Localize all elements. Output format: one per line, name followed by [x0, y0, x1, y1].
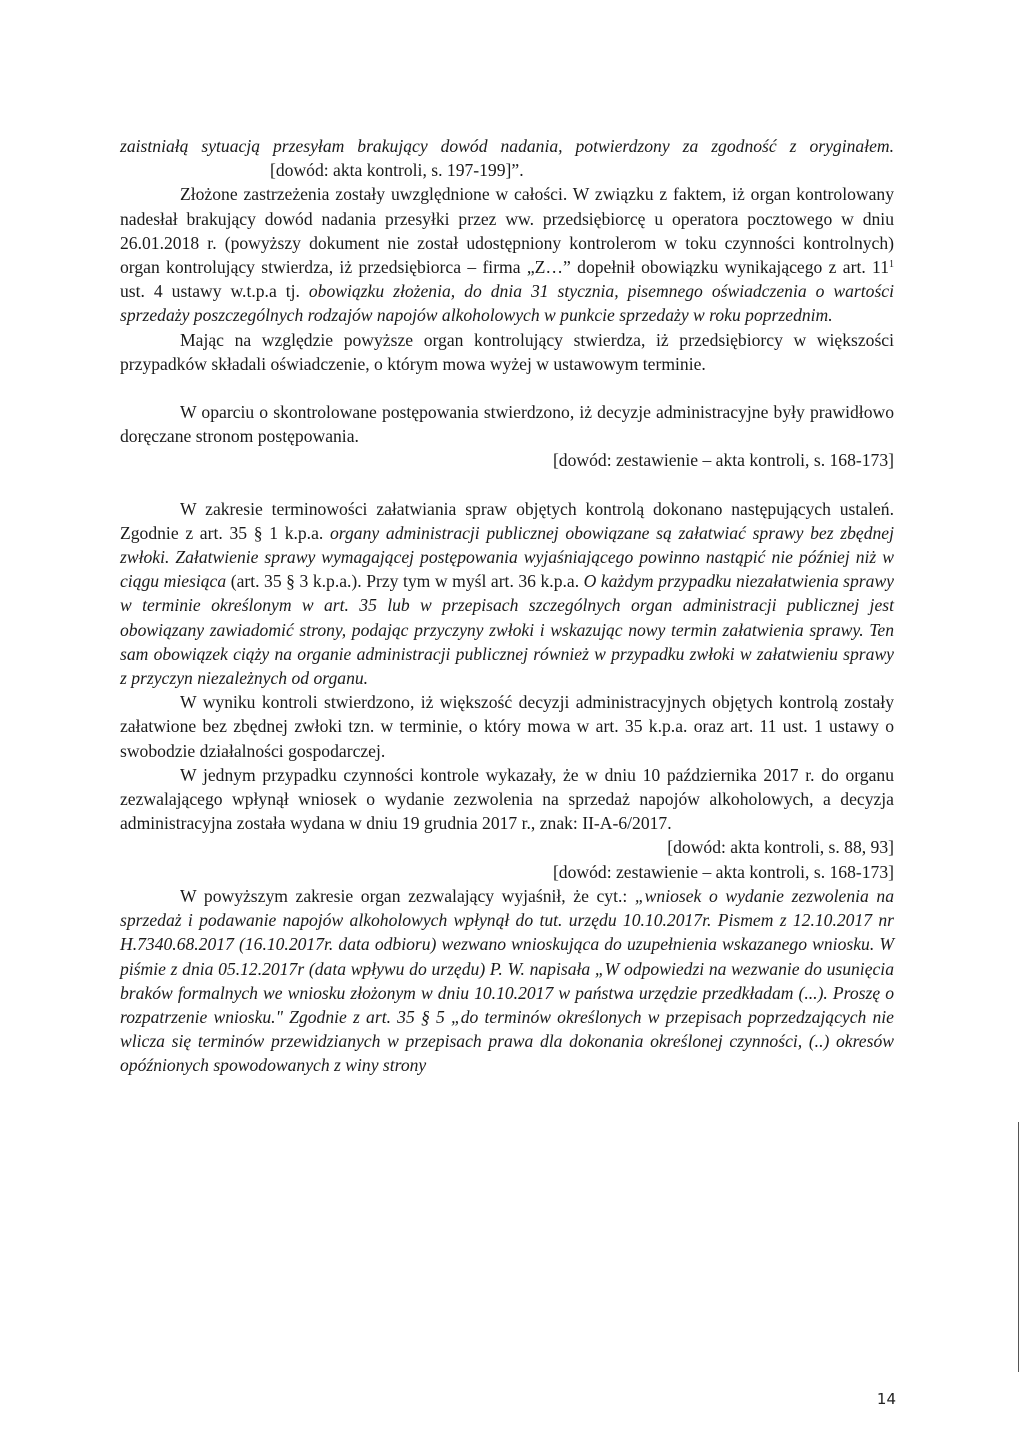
paragraph-1 — [120, 134, 894, 182]
paragraph-5: W zakresie terminowości załatwiania spraw objętych kontrolą dokonano następujących ustaleń. Zgodnie z art. 35 § 1 k.p.a. organy administracji publicznej obowiązane są załatwiać sprawy bez zbędnej zwłoki. Załatwienie sprawy wymagającej postępowania wyjaśniającego powinno nastąpić nie później niż w ciągu miesiąca (art. 35 § 3 k.p.a.). Przy tym w myśl art. 36 k.p.a. O każdym przypadku niezałatwienia sprawy w terminie określonym w art. 35 lub w przepisach szczególnych organ administracji publicznej jest obowiązany zawiadomić strony, podając przyczyny zwłoki i wskazując nowy termin załatwienia sprawy. Ten sam obowiązek ciąży na organie administracji publicznej również w przypadku zwłoki w załatwieniu sprawy z przyczyn niezależnych od organu. — [120, 498, 894, 689]
scan-margin-line — [1018, 1122, 1019, 1372]
paragraph-1-quote: zaistniałą sytuacją przesyłam brakujący dowód nadania, potwierdzony za zgodność z oryginałem. — [120, 136, 894, 156]
paragraph-6: W wyniku kontroli stwierdzono, iż większość decyzji administracyjnych objętych kontrolą zostały załatwione bez zbędnej zwłoki tzn. w terminie, o który mowa w art. 35 k.p.a. oraz art. 11 ust. 1 ustawy o swobodzie działalności gospodarczej. — [120, 692, 894, 761]
evidence-citation-3: [dowód: akta kontroli, s. 88, 93] — [667, 837, 894, 858]
paragraph-7: W jednym przypadku czynności kontrole wykazały, że w dniu 10 października 2017 r. do organu zezwalającego wpłynął wniosek o wydanie zezwolenia na sprzedaż napojów alkoholowych, a decyzja administracyjna została wydana w dniu 19 grudnia 2017 r., znak: II-A-6/2017. — [120, 764, 894, 834]
paragraph-4: W oparciu o skontrolowane postępowania stwierdzono, iż decyzje administracyjne były prawidłowo doręczane stronom postępowania. — [120, 402, 894, 447]
paragraph-8: W powyższym zakresie organ zezwalający wyjaśnił, że cyt.: „wniosek o wydanie zezwolenia na sprzedaż i podawanie napojów alkoholowych wpłynął do tut. urzędu 10.10.2017r. Pismem z 12.10.2017 nr H.7340.68.2017 (16.10.2017r. data odbioru) wezwano wnioskująca do uzupełnienia wskazanego wniosku. W piśmie z dnia 05.12.2017r (data wpływu do urzędu) P. W. napisała „W odpowiedzi na wezwanie do usunięcia braków formalnych we wniosku złożonym w dniu 10.10.2017 w państwa urzędzie przedkładam (...). Proszę o rozpatrzenie wniosku." Zgodnie z art. 35 § 5 „do terminów określonych w przepisach poprzedzających nie wlicza się terminów przewidzianych w przepisach prawa dla dokonania określonej czynności, (..) okresów opóźnionych spowodowanych z winy strony — [120, 885, 895, 1076]
evidence-citation-2: [dowód: zestawienie – akta kontroli, s. 168-173] — [552, 450, 894, 471]
evidence-citation-1: [dowód: akta kontroli, s. 197-199]”. — [270, 160, 524, 181]
page-number: 14 — [876, 1390, 896, 1408]
paragraph-2: Złożone zastrzeżenia zostały uwzględnione w całości. W związku z faktem, iż organ kontrolowany nadesłał brakujący dowód nadania przesyłki przez ww. przedsiębiorcę u operatora pocztowego w dniu 26.01.2018 r. (powyższy dokument nie został udostępniony kontrolerom w toku czynności kontrolnych) organ kontrolujący stwierdza, iż przedsiębiorca – firma „Z…” dopełnił obowiązku wynikającego z art. $11^1$ ust. 4 ustawy w.t.p.a tj. obowiązku złożenia, do dnia 31 stycznia, pisemnego oświadczenia o wartości sprzedaży poszczególnych rodzajów napojów alkoholowych w punkcie sprzedaży w roku poprzednim. — [120, 184, 894, 326]
document-body — [120, 134, 894, 1078]
evidence-citation-4: [dowód: zestawienie – akta kontroli, s. 168-173] — [552, 861, 894, 882]
paragraph-3: Mając na względzie powyższe organ kontrolujący stwierdza, iż przedsiębiorcy w większości przypadków składali oświadczenie, o którym mowa wyżej w ustawowym terminie. — [120, 329, 894, 374]
